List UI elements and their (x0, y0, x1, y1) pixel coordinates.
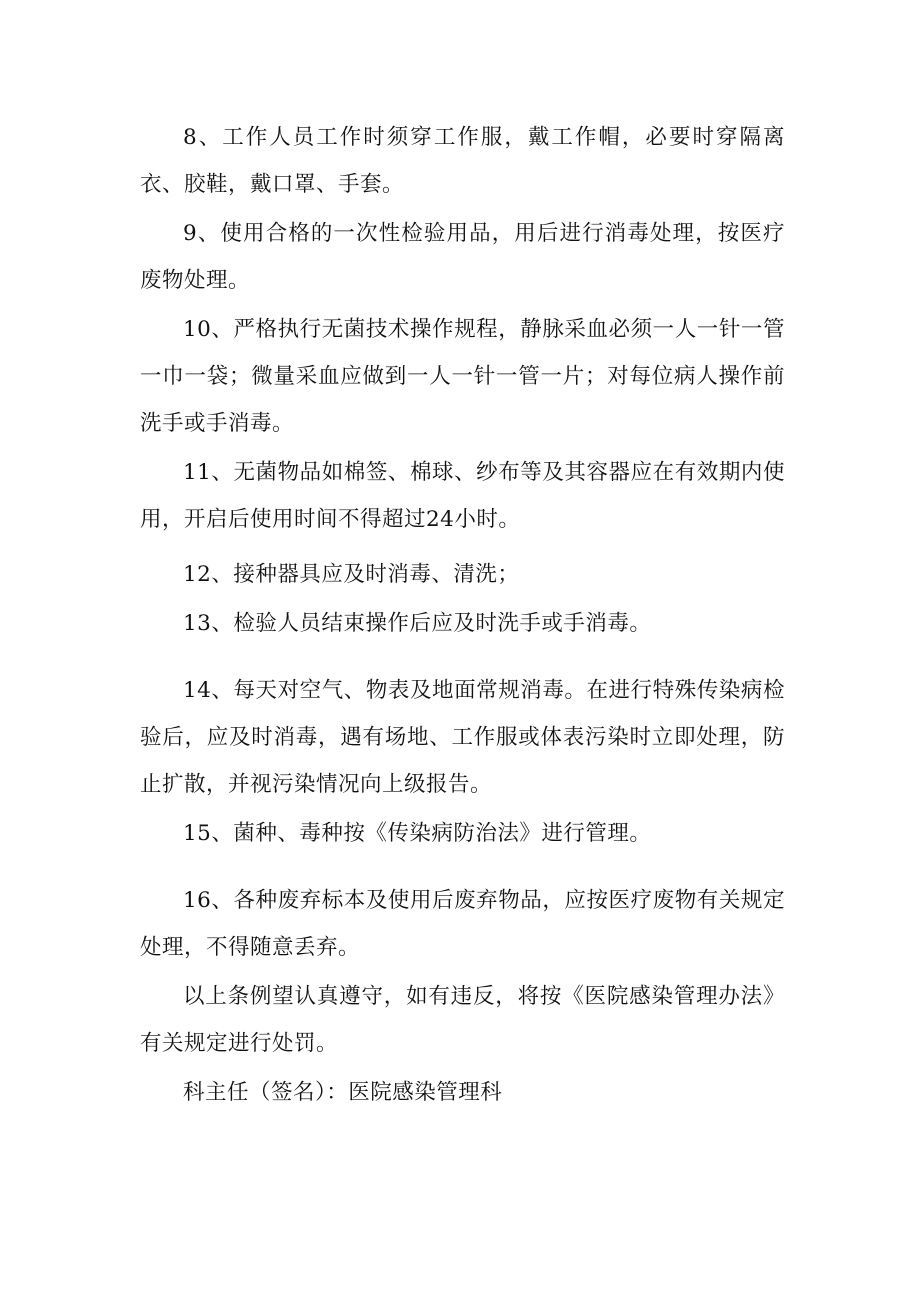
closing-note: 以上条例望认真遵守，如有违反，将按《医院感染管理办法》有关规定进行处罚。 (140, 984, 785, 1056)
rule-14: 14、每天对空气、物表及地面常规消毒。在进行特殊传染病检验后，应及时消毒，遇有场地、工作服或体表污染时立即处理，防止扩散，并视污染情况向上级报告。 (140, 678, 785, 797)
rule-13: 13、检验人员结束操作后应及时洗手或手消毒。 (183, 611, 652, 636)
document-body (140, 114, 785, 1116)
rule-16: 16、各种废弃标本及使用后废弃物品，应按医疗废物有关规定处理，不得随意丢弃。 (140, 888, 785, 960)
rule-8: 8、工作人员工作时须穿工作服，戴工作帽，必要时穿隔离衣、胶鞋，戴口罩、手套。 (140, 125, 785, 197)
rule-11: 11、无菌物品如棉签、棉球、纱布等及其容器应在有效期内使用，开启后使用时间不得超过24小时。 (140, 460, 785, 532)
rule-9: 9、使用合格的一次性检验用品，用后进行消毒处理，按医疗废物处理。 (140, 221, 785, 293)
rule-15: 15、菌种、毒种按《传染病防治法》进行管理。 (183, 821, 652, 846)
rule-12: 12、接种器具应及时消毒、清洗； (183, 562, 520, 587)
signature-line: 科主任（签名）：医院感染管理科 (183, 1080, 503, 1105)
rule-10: 10、严格执行无菌技术操作规程，静脉采血必须一人一针一管一巾一袋；微量采血应做到一人一针一管一片；对每位病人操作前洗手或手消毒。 (140, 317, 785, 436)
